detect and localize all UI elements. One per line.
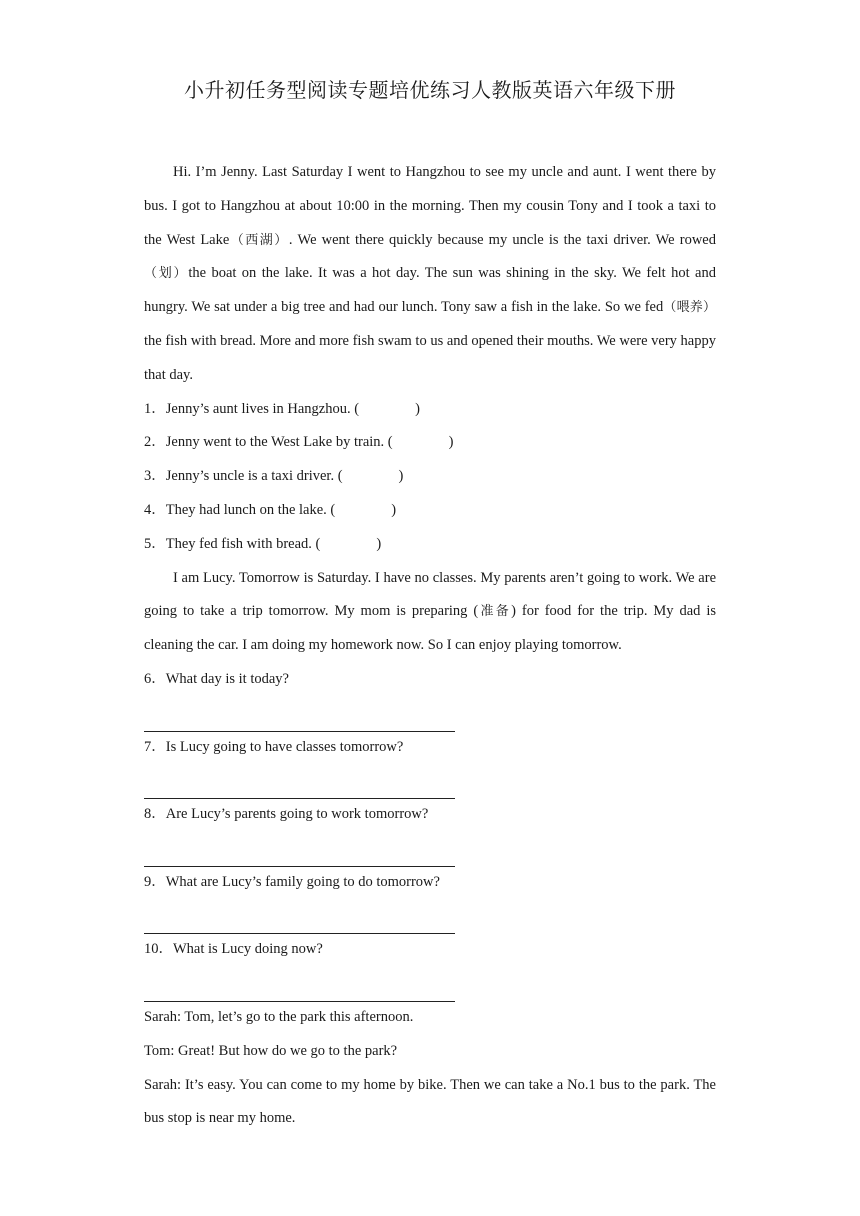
question-paren-close: ) bbox=[391, 501, 397, 518]
passage-gloss: （喂养） bbox=[663, 300, 716, 316]
question-number: 1． bbox=[144, 400, 166, 417]
question-item bbox=[144, 731, 716, 765]
question-item bbox=[144, 528, 716, 562]
question-paren-close: ) bbox=[376, 535, 382, 552]
page-title: 小升初任务型阅读专题培优练习人教版英语六年级下册 bbox=[184, 78, 676, 102]
worksheet-content bbox=[144, 156, 716, 1136]
question-item bbox=[144, 798, 716, 832]
answer-line[interactable] bbox=[144, 967, 716, 1001]
question-item bbox=[144, 866, 716, 900]
question-text: Jenny went to the West Lake by train. ( bbox=[165, 434, 393, 451]
question-text: Are Lucy’s parents going to work tomorrow? bbox=[165, 806, 429, 823]
question-number: 10． bbox=[144, 941, 173, 958]
question-number: 3． bbox=[144, 468, 166, 485]
answer-line[interactable] bbox=[144, 832, 716, 866]
question-text: What day is it today? bbox=[165, 670, 289, 687]
question-text: What is Lucy doing now? bbox=[173, 941, 323, 958]
passage-text: Hi. I’m Jenny. Last Saturday I went to Hangzhou to see my uncle and aunt. I went there by bus. I got to Hangzhou at about 10:00 in the morning. Then my cousin Tony and I took a taxi to the West Lake bbox=[144, 164, 716, 248]
answer-underline bbox=[144, 933, 455, 934]
question-number: 8． bbox=[144, 806, 166, 823]
answer-line[interactable] bbox=[144, 697, 716, 731]
passage-gloss: （划） bbox=[144, 266, 189, 282]
passage-text: . We went there quickly because my uncle is the taxi driver. We rowed bbox=[288, 231, 716, 248]
question-number: 2． bbox=[144, 434, 166, 451]
answer-line[interactable] bbox=[144, 764, 716, 798]
passage-text: the fish with bread. More and more fish swam to us and opened their mouths. We were very happy that day. bbox=[144, 332, 716, 383]
passage-text: I am Lucy. Tomorrow is Saturday. I have no classes. My parents aren’t going to work. We are going to take a trip tomorrow. My mom is preparing ( bbox=[144, 569, 716, 620]
answer-underline bbox=[144, 866, 455, 867]
question-item bbox=[144, 426, 716, 460]
true-false-questions bbox=[144, 393, 716, 562]
question-text: They fed fish with bread. ( bbox=[165, 535, 321, 552]
question-number: 5． bbox=[144, 535, 166, 552]
question-item bbox=[144, 663, 716, 697]
question-text: Is Lucy going to have classes tomorrow? bbox=[165, 738, 404, 755]
dialogue-line: Sarah: It’s easy. You can come to my home by bike. Then we can take a No.1 bus to the park. The bus stop is near my home. bbox=[144, 1076, 716, 1127]
open-questions bbox=[144, 663, 716, 1001]
question-number: 9． bbox=[144, 873, 166, 890]
question-item bbox=[144, 494, 716, 528]
answer-line[interactable] bbox=[144, 900, 716, 934]
dialogue-line: Sarah: Tom, let’s go to the park this afternoon. bbox=[144, 1008, 414, 1025]
question-text: What are Lucy’s family going to do tomorrow? bbox=[165, 873, 440, 890]
question-text: Jenny’s uncle is a taxi driver. ( bbox=[165, 468, 343, 485]
question-number: 7． bbox=[144, 738, 166, 755]
question-item bbox=[144, 393, 716, 427]
passage-gloss: 准备 bbox=[478, 604, 512, 620]
question-paren-close: ) bbox=[448, 434, 454, 451]
question-paren-close: ) bbox=[415, 400, 420, 417]
answer-underline bbox=[144, 731, 455, 732]
question-number: 4． bbox=[144, 501, 166, 518]
dialogue-line: Tom: Great! But how do we go to the park? bbox=[144, 1042, 398, 1059]
question-text: Jenny’s aunt lives in Hangzhou. ( bbox=[165, 400, 360, 417]
dialogue bbox=[144, 1001, 716, 1136]
question-item bbox=[144, 933, 716, 967]
question-paren-close: ) bbox=[398, 468, 404, 485]
passage-gloss: （西湖） bbox=[229, 232, 289, 248]
passage-text: the boat on the lake. It was a hot day. The sun was shining in the sky. We felt hot and hungry. We sat under a big tree and had our lunch. Tony saw a fish in the lake. So we fed bbox=[144, 265, 716, 316]
answer-underline bbox=[144, 798, 455, 799]
passage-text: ) for food for the trip. My dad is cleaning the car. I am doing my homework now. So I can enjoy playing tomorrow. bbox=[144, 603, 717, 654]
reading-passage-2 bbox=[144, 562, 716, 663]
question-number: 6． bbox=[144, 670, 166, 687]
reading-passage-1 bbox=[144, 156, 716, 393]
question-text: They had lunch on the lake. ( bbox=[165, 501, 336, 518]
answer-underline bbox=[144, 1001, 455, 1002]
question-item bbox=[144, 460, 716, 494]
